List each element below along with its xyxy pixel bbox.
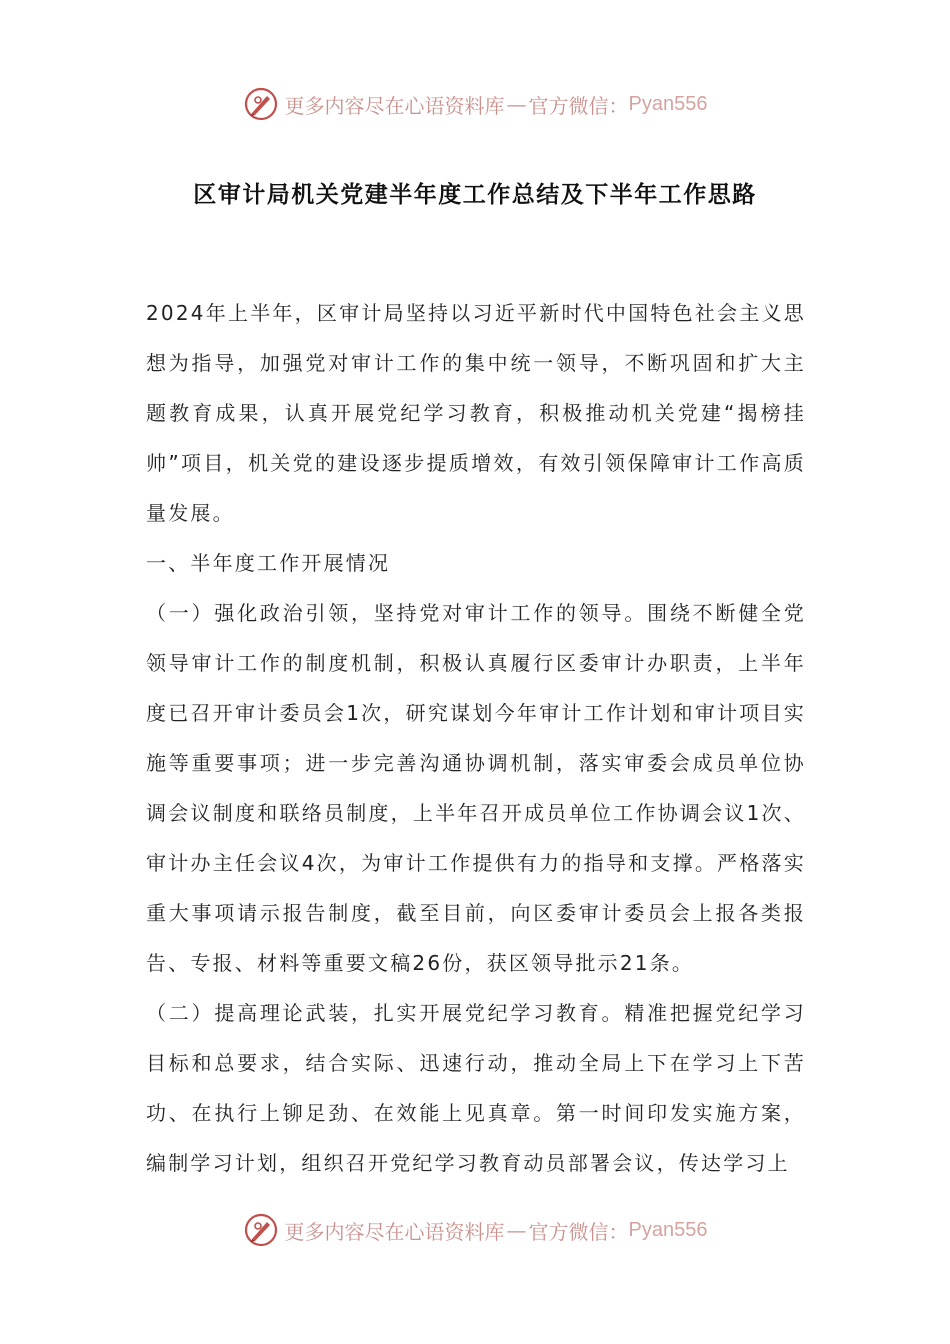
paragraph-section-1: （一）强化政治引领，坚持党对审计工作的领导。围绕不断健全党领导审计工作的制度机制，积极认真履行区委审计办职责，上半年度已召开审计委员会1次，研究谋划今年审计工作计划和审计项目实施等重要事项；进一步完善沟通协调机制，落实审委会成员单位协调会议制度和联络员制度，上半年召开成员单位工作协调会议1次、审计办主任会议4次，为审计工作提供有力的指导和支撑。严格落实重大事项请示报告制度，截至目前，向区委审计委员会上报各类报告、专报、材料等重要文稿26份，获区领导批示21条。	[146, 601, 806, 975]
paragraph-intro: 2024年上半年，区审计局坚持以习近平新时代中国特色社会主义思想为指导，加强党对审计工作的集中统一领导，不断巩固和扩大主题教育成果，认真开展党纪学习教育，积极推动机关党建“揭榜挂帅”项目，机关党的建设逐步提质增效，有效引领保障审计工作高质量发展。	[146, 301, 806, 525]
watermark-dash: —	[506, 92, 527, 116]
watermark-label: 官方微信：	[528, 93, 629, 118]
watermark-dash: —	[506, 1218, 527, 1242]
header-watermark	[0, 82, 950, 126]
paragraph-section-2: （二）提高理论武装，扎实开展党纪学习教育。精准把握党纪学习目标和总要求，结合实际、迅速行动，推动全局上下在学习上下苦功、在执行上铆足劲、在效能上见真章。第一时间印发实施方案，编制学习计划，组织召开党纪学习教育动员部署会议，传达学习上	[146, 1001, 806, 1175]
section-heading: 一、半年度工作开展情况	[146, 551, 391, 575]
pen-logo-icon	[243, 86, 279, 122]
watermark-id: Pyan556	[628, 1218, 708, 1241]
document-title: 区审计局机关党建半年度工作总结及下半年工作思路	[193, 182, 757, 208]
footer-watermark	[0, 1208, 950, 1252]
document-body	[146, 288, 806, 1188]
watermark-label: 官方微信：	[528, 1219, 629, 1244]
watermark-text: 更多内容尽在心语资料库	[284, 1219, 505, 1244]
pen-logo-icon	[243, 1212, 279, 1248]
watermark-text: 更多内容尽在心语资料库	[284, 93, 505, 118]
watermark-id: Pyan556	[628, 92, 708, 115]
